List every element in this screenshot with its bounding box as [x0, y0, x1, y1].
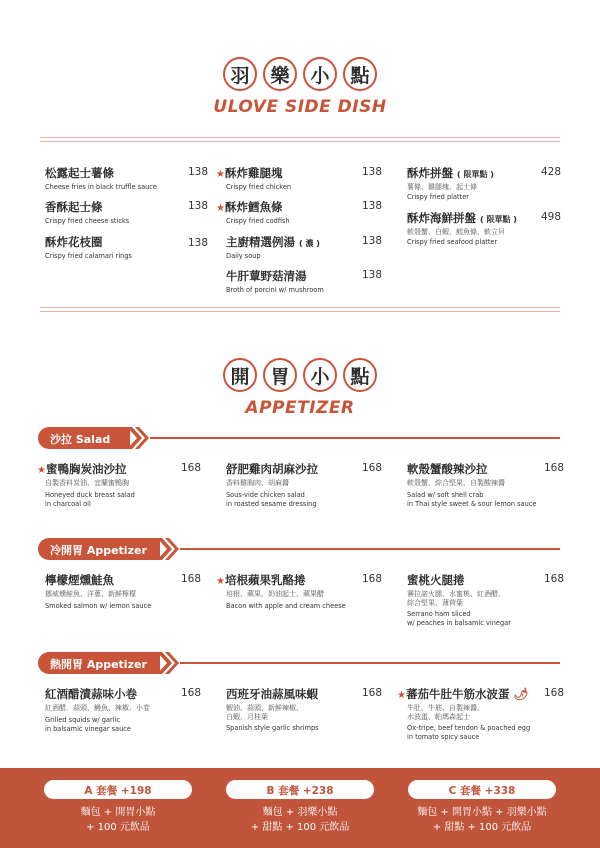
item-name-en: Honeyed duck breast salad [45, 491, 135, 499]
menu-item [226, 461, 318, 509]
set-line: + 甜點 + 100 元飲品 [432, 822, 532, 833]
item-ingredients: 香料雞胸肉、胡麻醬 [226, 479, 289, 487]
menu-item [45, 686, 150, 734]
set-desc [226, 805, 374, 835]
item-ingredients: 賽拉諾火腿、水蜜桃、紅酒醋、 [407, 590, 505, 598]
item-name-en: w/ peaches in balsamic vinegar [407, 619, 511, 627]
set-line: + 100 元飲品 [86, 822, 150, 833]
item-name-en: in balsamic vinegar sauce [45, 725, 131, 733]
item-name: 酥炸鱈魚條 [224, 200, 283, 214]
item-price: 138 [362, 235, 383, 247]
item-name: 西班牙油蒜風味蝦 [226, 687, 318, 701]
item-name-en: Bacon with apple and cream cheese [226, 602, 346, 610]
menu-item [226, 686, 319, 733]
item-price: 168 [181, 687, 202, 699]
star-icon: ★ [216, 203, 225, 214]
item-price: 138 [188, 166, 209, 178]
item-name-en: in Thai style sweet & sour lemon sauce [407, 500, 537, 508]
item-name: 酥炸拼盤 [407, 166, 453, 180]
item-ingredients: 自製香料炭油、宜蘭蜜鴨胸 [45, 479, 129, 487]
item-name-en: Cheese fries in black truffle sauce [45, 183, 157, 191]
item-price: 168 [181, 573, 202, 585]
item-ingredients: 薯條、雞腿塊、起士條 [407, 183, 477, 191]
item-tag: ( 濃 ) [299, 239, 320, 248]
item-name-en: Crispy fried platter [407, 193, 469, 201]
item-name: 紅酒醋漬蒜味小卷 [45, 687, 137, 701]
item-tag: ( 限單點 ) [457, 170, 494, 179]
star-icon: ★ [37, 465, 46, 476]
item-name-en: Sous-vide chicken salad [226, 491, 305, 499]
item-price: 168 [181, 462, 202, 474]
item-price: 168 [544, 687, 565, 699]
item-ingredients: 白蝦、月桂葉 [226, 713, 268, 721]
title-char: 開 [223, 358, 257, 392]
set-line: 麵包 + 開胃小點 [80, 807, 156, 818]
set-menu-b [226, 780, 374, 835]
item-ingredients: 軟殼蟹、白蝦、鱈魚條、軟立貝 [407, 228, 505, 236]
item-name: 牛肝蕈野菇清湯 [226, 269, 307, 283]
item-price: 168 [544, 462, 565, 474]
item-name: 蜜鴨胸炭油沙拉 [45, 462, 127, 476]
item-ingredients: 綜合堅果、薄荷葉 [407, 599, 463, 607]
set-line: + 甜點 + 100 元飲品 [250, 822, 350, 833]
set-line: 麵包 + 羽樂小點 [262, 807, 338, 818]
menu-item [216, 572, 346, 611]
item-price: 138 [362, 269, 383, 281]
item-name: 蜜桃火腿捲 [407, 573, 465, 587]
item-name: 酥炸雞腿塊 [224, 166, 283, 180]
item-name-en: Broth of porcini w/ mushroom [226, 286, 324, 294]
divider [40, 137, 560, 142]
menu-item [397, 686, 530, 742]
set-label: A 套餐 +198 [44, 780, 192, 799]
set-menu-a [44, 780, 192, 835]
category-banner-salad [0, 427, 600, 449]
item-name: 舒肥雞肉胡麻沙拉 [226, 462, 318, 476]
menu-item [407, 165, 494, 202]
title-char: 點 [343, 358, 377, 392]
side-dish-title [0, 57, 600, 117]
title-char: 胃 [263, 358, 297, 392]
star-icon: ★ [216, 169, 225, 180]
menu-item [37, 461, 135, 509]
menu-item [45, 199, 129, 226]
item-name-en: Crispy fried seafood platter [407, 238, 498, 246]
menu-item [407, 210, 517, 247]
item-price: 498 [541, 211, 562, 223]
item-name: 蕃茄牛肚牛筋水波蛋 [405, 687, 510, 701]
item-name-en: Spanish style garlic shrimps [226, 724, 319, 732]
item-ingredients: 蝦油、蒜頭、新鮮辣椒、 [226, 704, 303, 712]
set-desc [408, 805, 556, 835]
item-name-en: Grilled squids w/ garlic [45, 716, 120, 724]
side-dish-title-en: ULOVE SIDE DISH [213, 97, 387, 117]
item-name: 酥炸海鮮拼盤 [407, 211, 476, 225]
title-char: 羽 [223, 57, 257, 91]
banner-rule [150, 437, 560, 439]
title-char: 小 [303, 358, 337, 392]
item-name: 軟殼蟹酸辣沙拉 [407, 462, 488, 476]
appetizer-title-zh [0, 358, 600, 392]
item-name-en: Daily soup [226, 252, 261, 260]
category-label: 熱開胃 Appetizer [38, 652, 160, 674]
item-price: 138 [362, 166, 383, 178]
set-menu-c [408, 780, 556, 835]
star-icon: ★ [216, 576, 225, 587]
item-name: 檸檬煙燻鮭魚 [45, 573, 114, 587]
set-label: C 套餐 +338 [408, 780, 556, 799]
menu-item [216, 165, 291, 192]
item-ingredients: 紅酒醋、蒜頭、鰻魚、辣椒、小卷 [45, 704, 150, 712]
item-name-en: Ox-tripe, beef tendon & poached egg [407, 724, 531, 732]
menu-item [407, 572, 511, 628]
item-name-en: Crispy fried calamari rings [45, 252, 132, 260]
item-ingredients: 牛肚、牛筋、自製辣醬、 [407, 704, 484, 712]
appetizer-title-en: APPETIZER [245, 398, 355, 418]
item-name: 酥炸花枝圈 [45, 235, 103, 249]
set-desc [44, 805, 192, 835]
item-name: 香酥起士條 [45, 200, 103, 214]
menu-item [216, 199, 290, 226]
set-line: 麵包 + 開胃小點 + 羽樂小點 [417, 807, 547, 818]
chevron-right-icon [157, 538, 181, 560]
set-menu-footer [0, 768, 600, 848]
item-ingredients: 水波蛋、帕瑪森起士 [407, 713, 470, 721]
category-banner-cold [0, 538, 600, 560]
item-name-en: Crispy fried cheese sticks [45, 217, 130, 225]
item-name-en: in tomato spicy sauce [407, 733, 480, 741]
item-price: 138 [188, 237, 209, 249]
menu-item [45, 234, 132, 261]
chili-icon: 🌶 [513, 687, 529, 701]
item-ingredients: 培根、蘋果、奶油起士、蘋果醋 [226, 590, 324, 598]
item-name-en: Smoked salmon w/ lemon sauce [45, 602, 152, 610]
item-name: 培根蘋果乳酪捲 [224, 573, 306, 587]
title-char: 點 [343, 57, 377, 91]
appetizer-title [0, 358, 600, 418]
banner-rule [180, 548, 560, 550]
item-name: 松露起士薯條 [45, 166, 114, 180]
banner-rule [180, 662, 560, 664]
item-price: 168 [362, 573, 383, 585]
item-name-en: Crispy fried codfish [226, 217, 290, 225]
item-name-en: in charcoal oil [45, 500, 91, 508]
side-dish-title-zh [0, 57, 600, 91]
menu-item [226, 268, 324, 295]
item-price: 168 [544, 573, 565, 585]
category-label: 冷開胃 Appetizer [38, 538, 160, 560]
menu-item [226, 234, 320, 261]
item-ingredients: 挪威燻鮭魚、洋蔥、新鮮檸檬 [45, 590, 136, 598]
category-banner-hot [0, 652, 600, 674]
star-icon: ★ [397, 690, 406, 701]
item-ingredients: 軟殼蟹、綜合堅果、自製酸辣醬 [407, 479, 505, 487]
item-price: 168 [362, 687, 383, 699]
divider [40, 307, 560, 312]
menu-item [45, 165, 157, 192]
item-name-en: Salad w/ soft shell crab [407, 491, 484, 499]
menu-item [45, 572, 151, 611]
item-name-en: Serrano ham sliced [407, 610, 471, 618]
category-label: 沙拉 Salad [38, 427, 130, 449]
title-char: 樂 [263, 57, 297, 91]
item-price: 168 [362, 462, 383, 474]
item-name-en: in roasted sesame dressing [226, 500, 317, 508]
set-label: B 套餐 +238 [226, 780, 374, 799]
item-price: 138 [188, 200, 209, 212]
item-name-en: Crispy fried chicken [226, 183, 292, 191]
item-price: 428 [541, 166, 562, 178]
chevron-right-icon [157, 652, 181, 674]
item-price: 138 [362, 200, 383, 212]
item-tag: ( 限單點 ) [480, 215, 517, 224]
chevron-right-icon [127, 427, 151, 449]
item-name: 主廚精選例湯 [226, 235, 295, 249]
title-char: 小 [303, 57, 337, 91]
menu-item [407, 461, 536, 509]
